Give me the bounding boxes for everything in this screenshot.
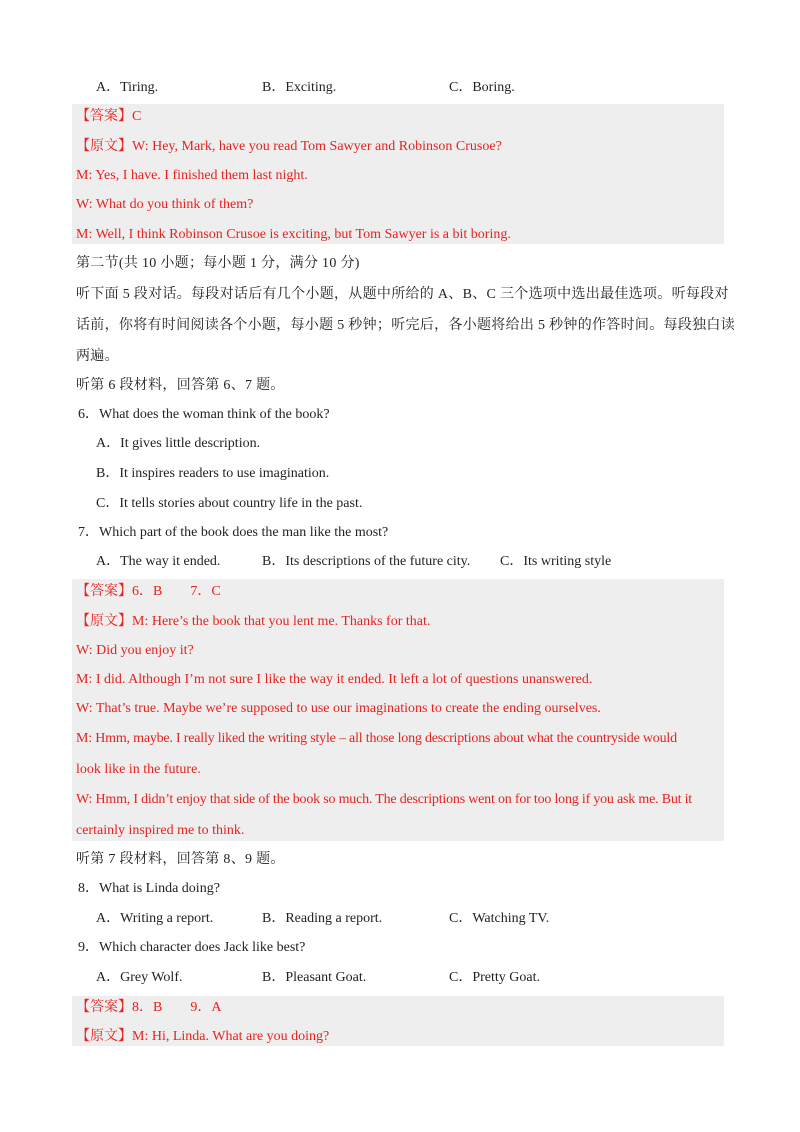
q8-option-b: B．Reading a report. (262, 911, 383, 926)
q5-transcript-line: W: What do you think of them? (76, 197, 254, 212)
passage6-transcript-line: W: Did you enjoy it? (76, 643, 194, 658)
transcript-label: 【原文】 (76, 139, 132, 154)
q6-option-b: B．It inspires readers to use imagination. (96, 466, 330, 481)
transcript-label: 【原文】 (76, 1029, 132, 1044)
passage6-transcript-line: M: I did. Although I’m not sure I like the way it ended. It left a lot of questions unanswered. (76, 672, 593, 687)
section-title: 第二节(共 10 小题；每小题 1 分，满分 10 分) (76, 256, 360, 271)
passage6-heading: 听第 6 段材料，回答第 6、7 题。 (76, 378, 285, 393)
section-instructions-line: 话前，你将有时间阅读各个小题，每小题 5 秒钟；听完后，各小题将给出 5 秒钟的作答时间。每段独白读 (76, 318, 735, 333)
passage6-transcript-line: 【原文】M: Here’s the book that you lent me. Thanks for that. (76, 614, 431, 629)
q5-transcript-line: M: Yes, I have. I finished them last night. (76, 168, 308, 183)
q6-option-c: C．It tells stories about country life in the past. (96, 496, 363, 511)
q9-option-b: B．Pleasant Goat. (262, 970, 367, 985)
transcript-label: 【原文】 (76, 614, 132, 629)
q9-option-a: A．Grey Wolf. (96, 970, 183, 985)
q5-option-b: B．Exciting. (262, 80, 337, 95)
q6-option-a: A．It gives little description. (96, 436, 261, 451)
passage6-transcript-line: look like in the future. (76, 762, 201, 777)
q6-question: 6．What does the woman think of the book? (78, 407, 330, 422)
passage7-transcript-line: 【原文】M: Hi, Linda. What are you doing? (76, 1029, 330, 1044)
q9-option-c: C．Pretty Goat. (449, 970, 540, 985)
q7-question: 7．Which part of the book does the man like the most? (78, 525, 389, 540)
q5-option-a: A．Tiring. (96, 80, 159, 95)
section-instructions-line: 听下面 5 段对话。每段对话后有几个小题，从题中所给的 A、B、C 三个选项中选出最佳选项。听每段对 (76, 287, 729, 302)
q7-option-b: B．Its descriptions of the future city. (262, 554, 471, 569)
q5-answer: 【答案】C (76, 109, 142, 124)
passage6-transcript-line: W: Hmm, I didn’t enjoy that side of the book so much. The descriptions went on for too long if you ask me. But it (76, 792, 692, 807)
q7-option-a: A．The way it ended. (96, 554, 221, 569)
q5-option-c: C．Boring. (449, 80, 515, 95)
passage6-transcript-line: W: That’s true. Maybe we’re supposed to use our imaginations to create the ending ourselves. (76, 701, 601, 716)
passage7-heading: 听第 7 段材料，回答第 8、9 题。 (76, 852, 285, 867)
q8-option-a: A．Writing a report. (96, 911, 214, 926)
q5-transcript-line: 【原文】W: Hey, Mark, have you read Tom Sawyer and Robinson Crusoe? (76, 139, 502, 154)
q7-option-c: C．Its writing style (500, 554, 612, 569)
q8-option-c: C．Watching TV. (449, 911, 550, 926)
q8-question: 8．What is Linda doing? (78, 881, 220, 896)
q6-7-answer: 【答案】6．B 7．C (76, 584, 221, 599)
passage6-transcript-line: M: Hmm, maybe. I really liked the writing style – all those long descriptions about what the countryside would (76, 731, 677, 746)
passage6-transcript-line: certainly inspired me to think. (76, 823, 245, 838)
section-instructions-line: 两遍。 (76, 349, 119, 364)
q9-question: 9．Which character does Jack like best? (78, 940, 306, 955)
q5-transcript-line: M: Well, I think Robinson Crusoe is exciting, but Tom Sawyer is a bit boring. (76, 227, 511, 242)
q8-9-answer: 【答案】8．B 9．A (76, 1000, 222, 1015)
